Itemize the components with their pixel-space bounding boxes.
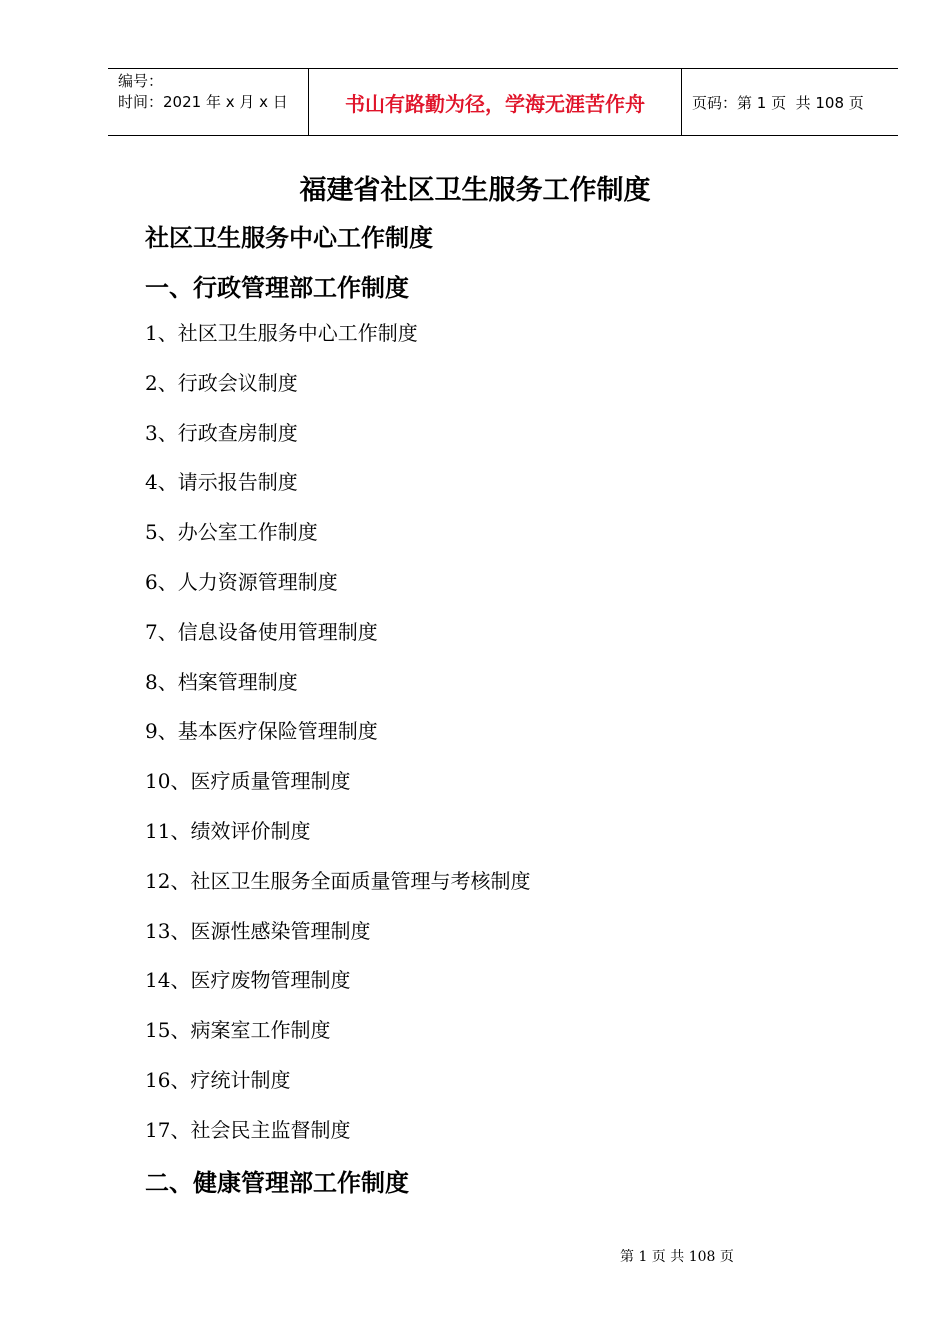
- list-item: 6、人力资源管理制度: [145, 569, 338, 594]
- header-motto-cell: [309, 69, 682, 135]
- list-item: 14、医疗废物管理制度: [145, 968, 351, 993]
- list-item: 7、信息设备使用管理制度: [145, 619, 378, 644]
- document-title: 福建省社区卫生服务工作制度: [299, 175, 651, 206]
- document-subtitle: 社区卫生服务中心工作制度: [145, 224, 433, 252]
- list-item: 3、行政查房制度: [145, 420, 298, 445]
- section-heading-health-management: 二、健康管理部工作制度: [145, 1169, 409, 1197]
- header-page-cell: [682, 69, 898, 135]
- page-info: 页码：第 1 页 共 108 页: [692, 93, 864, 112]
- section-heading-administration: 一、行政管理部工作制度: [145, 274, 409, 302]
- list-item: 12、社区卫生服务全面质量管理与考核制度: [145, 868, 531, 893]
- list-item: 9、基本医疗保险管理制度: [145, 719, 378, 744]
- document-header: [108, 68, 898, 136]
- list-item: 13、医源性感染管理制度: [145, 918, 371, 943]
- page-footer: 第 1 页 共 108 页: [620, 1249, 734, 1265]
- list-item: 1、社区卫生服务中心工作制度: [145, 321, 418, 345]
- list-item: 4、请示报告制度: [145, 470, 298, 495]
- list-item: 17、社会民主监督制度: [145, 1117, 351, 1142]
- list-item: 2、行政会议制度: [145, 370, 298, 395]
- list-item: 16、疗统计制度: [145, 1067, 291, 1092]
- list-item: 8、档案管理制度: [145, 669, 298, 694]
- list-item: 10、医疗质量管理制度: [145, 769, 351, 794]
- motto-text: 书山有路勤为径，学海无涯苦作舟: [345, 91, 645, 116]
- list-item: 11、绩效评价制度: [145, 818, 311, 843]
- number-label: 编号：: [118, 72, 164, 90]
- regulation-list: [145, 318, 530, 1165]
- list-item: 5、办公室工作制度: [145, 520, 318, 545]
- time-label: 时间：2021 年 x 月 x 日: [118, 93, 288, 111]
- header-meta-cell: [108, 69, 309, 135]
- list-item: 15、病案室工作制度: [145, 1018, 331, 1043]
